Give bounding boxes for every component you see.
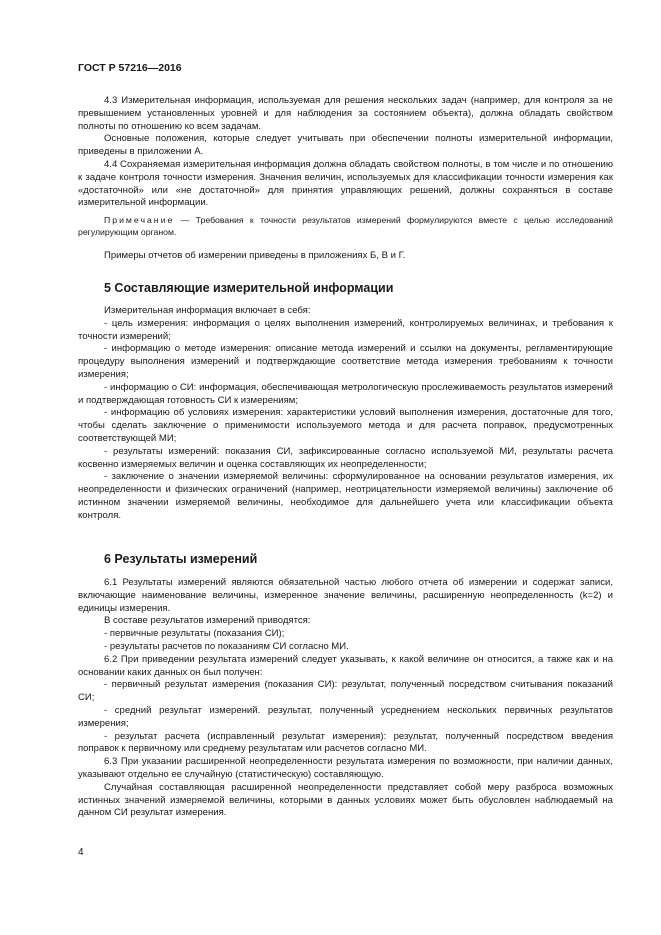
paragraph: - цель измерения: информация о целях выполнения измерений, контролируемых величинах, и требования к точности измерений; [78, 317, 613, 342]
paragraph: 6.3 При указании расширенной неопределенности результата измерения по возможности, при наличии данных, указывают отдельно ее случайную (статистическую) составляющую. [78, 756, 613, 780]
note-block [78, 214, 613, 238]
examples-block [78, 250, 613, 263]
note-text: — Требования к точности результатов измерений формулируются вместе с целью исследований регулирующим органом. [78, 215, 613, 237]
section-5-body [78, 305, 613, 523]
paragraph: - информацию о методе измерения: описание метода измерений и ссылки на документы, регламентирующие процедуру выполнения измерений и подтверждающие соответствие метода измерения требованиям к точности измерения; [78, 343, 613, 380]
paragraph: - заключение о значении измеряемой величины: сформулированное на основании результатов измерения, их неопределенности и физических ограничений (например, неотрицательности измеряемой величины) заключение об истинном значении измеряемой величины, необходимое для дальнейшего учета или классификации объекта контроля. [78, 471, 613, 521]
section-5-heading: 5 Составляющие измерительной информации [104, 281, 394, 295]
paragraph: Измерительная информация включает в себя: [104, 305, 311, 316]
paragraph: 6.2 При приведении результата измерений следует указывать, к какой величине он относится, а также как и на основании каких данных он был получен: [78, 653, 613, 678]
paragraph: 4.3 Измерительная информация, используемая для решения нескольких задач (например, для контроля за не превышением установленных уровней и для наблюдения за состоянием объекта), должна обладать свойством полноты по отношению ко всем задачам. [78, 95, 613, 132]
paragraph: - информацию об условиях измерения: характеристики условий выполнения измерения, достаточные для того, чтобы сделать заключение о применимости используемого метода и для расчета поправок, предусмотренных соответствующей МИ; [78, 407, 613, 444]
section-6-heading: 6 Результаты измерений [104, 552, 258, 566]
paragraph: В составе результатов измерений приводятся: [104, 615, 311, 627]
paragraph: - первичный результат измерения (показания СИ): результат, полученный посредством считывания показаний СИ; [78, 679, 613, 704]
paragraph: - информацию о СИ: информация, обеспечивающая метрологическую прослеживаемость результатов измерений и подтверждающая готовность СИ к измерениям; [78, 381, 613, 406]
paragraph: Основные положения, которые следует учитывать при обеспечении полноты измерительной информации, приведены в приложении А. [78, 133, 613, 158]
note-label: Примечание [104, 215, 175, 225]
document-header: ГОСТ Р 57216—2016 [78, 62, 182, 74]
block-4-3-4-4 [78, 95, 613, 210]
section-6-heading-wrap [104, 552, 257, 566]
paragraph: - результаты расчетов по показаниям СИ согласно МИ. [104, 640, 349, 652]
examples-paragraph: Примеры отчетов об измерении приведены в приложениях Б, В и Г. [104, 250, 406, 261]
paragraph: 4.4 Сохраняемая измерительная информация должна обладать свойством полноты, в том числе и по отношению к задаче контроля точности измерения. Значения величин, используемых для классификации точности измерения как «достаточной» или «не достаточной» для принятия управляющих решений, должны сохраняться в составе измерительной информации. [78, 158, 613, 209]
paragraph: Случайная составляющая расширенной неопределенности представляет собой меру разброса возможных истинных значений измеряемой величины, которыми в данных условиях может быть обусловлен наблюдаемый на данном СИ результат измерения. [78, 781, 613, 819]
section-5-heading-wrap [104, 281, 393, 295]
paragraph: - результаты измерений: показания СИ, зафиксированные согласно используемой МИ, результаты расчета косвенно измеряемых величин и оценка составляющих их неопределенности; [78, 445, 613, 470]
note [78, 214, 613, 238]
paragraph: - результат расчета (исправленный результат измерения): результат, полученный посредством введения поправок к первичному или среднему результатам или расчетов согласно МИ. [78, 730, 613, 755]
page-number: 4 [78, 847, 84, 858]
paragraph: 6.1 Результаты измерений являются обязательной частью любого отчета об измерении и содержат записи, включающие наименование величины, измеренное значение величины, расширенную неопределенность (k=2) и единицы измерения. [78, 577, 613, 614]
paragraph: - средний результат измерений. результат, полученный усреднением нескольких первичных результатов измерения; [78, 704, 613, 729]
section-6-body [78, 577, 613, 820]
paragraph: - первичные результаты (показания СИ); [104, 628, 285, 640]
